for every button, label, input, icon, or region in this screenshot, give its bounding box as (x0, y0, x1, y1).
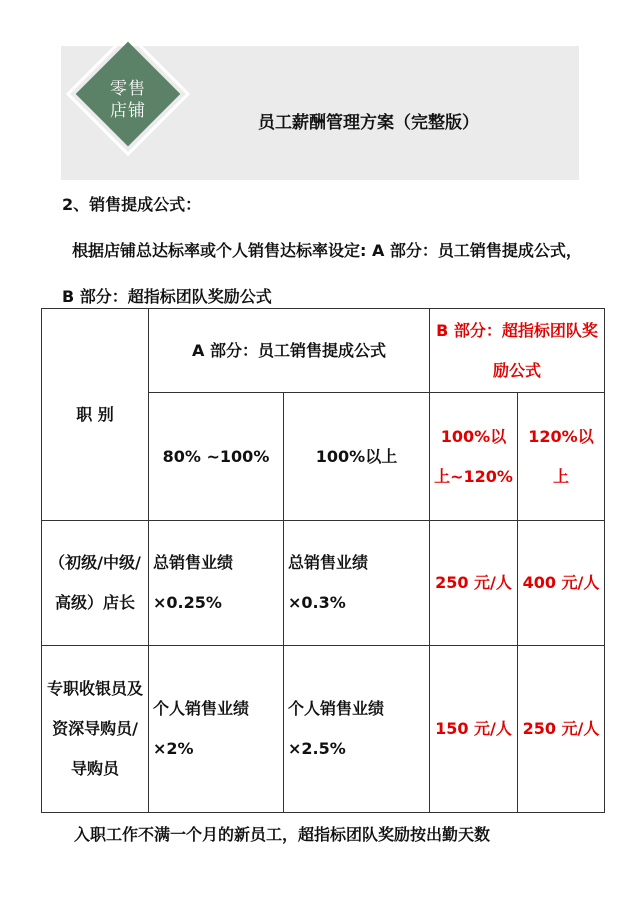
formula-cell: 个人销售业绩×2.5% (284, 646, 430, 813)
bonus-cell: 150 元/人 (430, 646, 518, 813)
a-tier-2: 100%以上 (284, 393, 430, 521)
logo-text (105, 78, 151, 122)
group-b-header: B 部分：超指标团队奖励公式 (430, 309, 605, 393)
position-cell: 专职收银员及资深导购员/导购员 (42, 646, 149, 813)
bonus-cell: 250 元/人 (518, 646, 605, 813)
footer-note: 入职工作不满一个月的新员工，超指标团队奖励按出勤天数 (74, 825, 491, 844)
document-title: 员工薪酬管理方案（完整版） (258, 113, 479, 133)
table-row (42, 521, 605, 646)
formula-cell: 总销售业绩×0.3% (284, 521, 430, 646)
logo-text-line1: 零售 (110, 79, 146, 99)
bonus-cell: 250 元/人 (430, 521, 518, 646)
position-cell: （初级/中级/高级）店长 (42, 521, 149, 646)
intro-paragraph: 根据店铺总达标率或个人销售达标率设定: A 部分：员工销售提成公式，B 部分：超指标团队奖励公式 (62, 241, 582, 306)
section-heading: 2、销售提成公式： (62, 195, 202, 214)
table-row (42, 646, 605, 813)
b-tier-2: 120%以上 (518, 393, 605, 521)
b-tier-1: 100%以上~120% (430, 393, 518, 521)
table-header-row (42, 309, 605, 393)
position-header: 职 别 (42, 309, 149, 521)
logo-text-line2: 店铺 (110, 101, 146, 121)
formula-cell: 总销售业绩×0.25% (149, 521, 284, 646)
formula-cell: 个人销售业绩×2% (149, 646, 284, 813)
group-a-header: A 部分：员工销售提成公式 (149, 309, 430, 393)
bonus-cell: 400 元/人 (518, 521, 605, 646)
commission-table (41, 308, 605, 813)
a-tier-1: 80% ~100% (149, 393, 284, 521)
